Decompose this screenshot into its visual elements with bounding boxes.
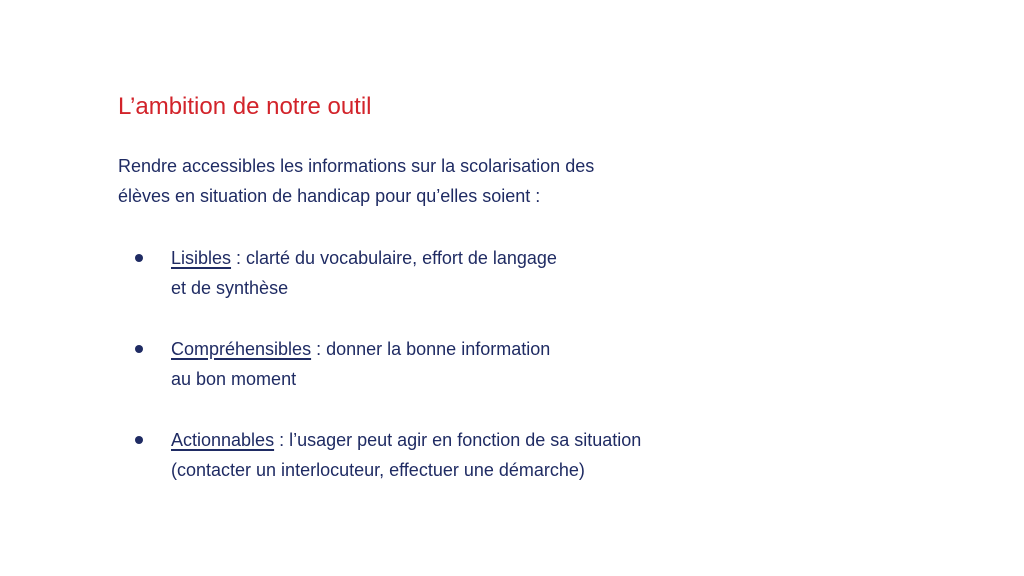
bullet-item-comprehensibles — [118, 334, 918, 394]
bullet-line-1 — [171, 425, 918, 455]
bullet-description: : l’usager peut agir en fonction de sa situation — [274, 430, 642, 450]
bullet-description: : clarté du vocabulaire, effort de langage — [231, 248, 557, 268]
bullet-item-lisibles — [118, 243, 918, 303]
bullet-item-actionnables — [118, 425, 918, 485]
bullet-description: : donner la bonne information — [311, 339, 551, 359]
bullet-line-1 — [171, 243, 918, 273]
bullet-line-2: au bon moment — [171, 369, 297, 389]
bullet-dot-icon — [135, 436, 143, 444]
intro-line-1: Rendre accessibles les informations sur la scolarisation des — [118, 156, 595, 176]
bullet-line-2: et de synthèse — [171, 278, 289, 298]
bullet-line-1 — [171, 334, 918, 364]
intro-line-2: élèves en situation de handicap pour qu’elles soient : — [118, 186, 541, 206]
bullet-term: Lisibles — [171, 248, 232, 268]
slide-title: L’ambition de notre outil — [118, 93, 372, 120]
bullet-line-2: (contacter un interlocuteur, effectuer une démarche) — [171, 460, 585, 480]
intro-paragraph — [118, 151, 818, 211]
bullet-dot-icon — [135, 254, 143, 262]
bullet-term: Compréhensibles — [171, 339, 312, 359]
bullet-list — [118, 243, 918, 485]
bullet-dot-icon — [135, 345, 143, 353]
bullet-term: Actionnables — [171, 430, 275, 450]
